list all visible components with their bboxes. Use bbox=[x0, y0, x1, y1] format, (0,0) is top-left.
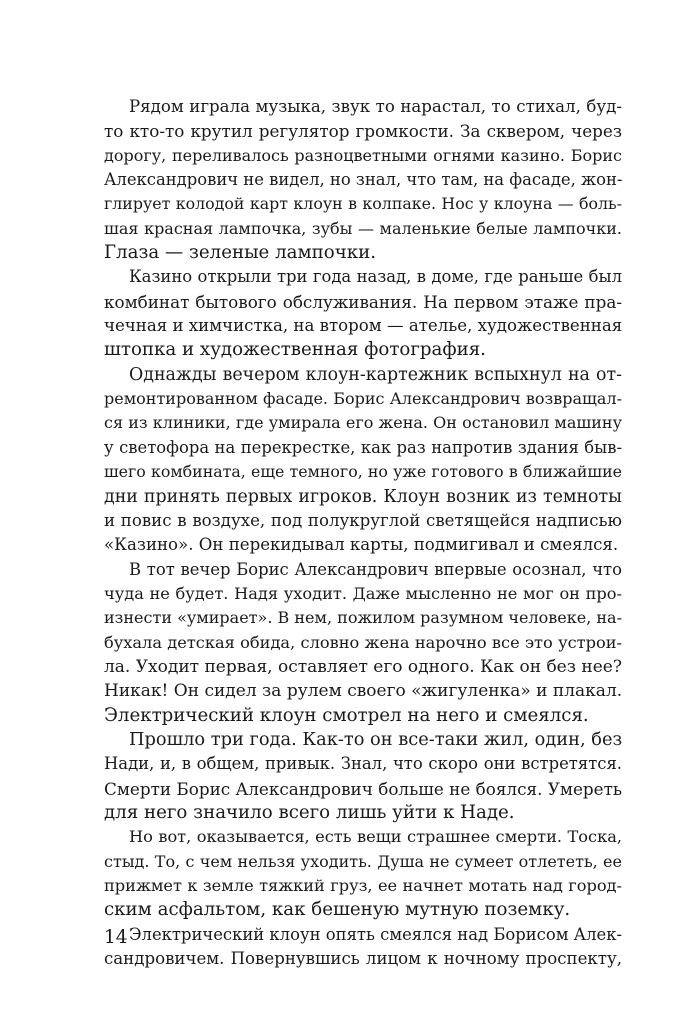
text-line: ла. Уходит первая, оставляет его одного. Как он без нее? bbox=[104, 656, 622, 677]
text-line: Смерти Борис Александрович больше не боялся. Умереть bbox=[104, 778, 622, 799]
text-line: глирует колодой карт клоун в колпаке. Нос у клоуна — боль- bbox=[104, 194, 622, 214]
text-line: Но вот, оказывается, есть вещи страшнее смерти. Тоска, bbox=[129, 827, 622, 847]
text-line: у светофора на перекрестке, как раз напротив здания быв- bbox=[104, 437, 622, 457]
text-line: штопка и художественная фотография. bbox=[104, 339, 486, 361]
text-line: сандровичем. Повернувшись лицом к ночному проспекту, bbox=[104, 949, 622, 969]
text-line: изнести «умирает». В нем, пожилом разумном человеке, на- bbox=[104, 608, 622, 628]
text-line: бухала детская обида, словно жена нарочно все это устрои- bbox=[104, 632, 622, 652]
text-line: «Казино». Он перекидывал карты, подмигивал и смеялся. bbox=[104, 535, 619, 555]
text-line: Казино открыли три года назад, в доме, где раньше был bbox=[129, 267, 622, 287]
text-line: и повис в воздухе, под полукруглой светящейся надписью bbox=[104, 510, 622, 530]
text-line: чуда не будет. Надя уходит. Даже мысленно не мог он про- bbox=[104, 583, 622, 603]
text-line: Прошло три года. Как-то он все-таки жил, один, без bbox=[129, 728, 623, 750]
text-line: шая красная лампочка, зубы — маленькие белые лампочки. bbox=[104, 218, 622, 238]
text-line: дни принять первых игроков. Клоун возник из темноты bbox=[104, 486, 622, 507]
body-text bbox=[104, 95, 622, 971]
text-line: Глаза — зеленые лампочки. bbox=[104, 242, 377, 264]
text-line: дорогу, переливалось разноцветными огнями казино. Борис bbox=[104, 145, 622, 165]
text-line: Однажды вечером клоун-картежник вспыхнул на от- bbox=[129, 364, 622, 385]
text-line: ским асфальтом, как бешеную мутную поземку. bbox=[104, 899, 571, 921]
text-line: стыд. То, с чем нельзя уходить. Душа не сумеет отлететь, ее bbox=[104, 851, 622, 871]
text-line: Никак! Он сидел за рулем своего «жигуленка» и плакал. bbox=[104, 681, 623, 702]
text-line: ся из клиники, где умирала его жена. Он остановил машину bbox=[104, 413, 622, 433]
text-line: Александрович не видел, но знал, что там, на фасаде, жон- bbox=[104, 170, 623, 190]
text-line: для него значило всего лишь уйти к Наде. bbox=[104, 801, 515, 823]
text-line: В тот вечер Борис Александрович впервые осознал, что bbox=[129, 559, 622, 579]
text-line: шего комбината, еще темного, но уже готового в ближайшие bbox=[104, 462, 622, 482]
text-line: Рядом играла музыка, звук то нарастал, то стихал, буд- bbox=[129, 97, 622, 116]
text-line: Электрический клоун смотрел на него и смеялся. bbox=[104, 704, 589, 726]
page-number: 14 bbox=[104, 927, 128, 948]
text-line: то кто-то крутил регулятор громкости. За сквером, через bbox=[104, 121, 622, 142]
text-line: ремонтированном фасаде. Борис Александрович возвращал- bbox=[104, 389, 622, 409]
text-line: комбинат бытового обслуживания. На первом этаже пра- bbox=[104, 291, 622, 312]
text-line: чечная и химчистка, на втором — ателье, художественная bbox=[104, 316, 623, 336]
text-line: Электрический клоун опять смеялся над Борисом Алек- bbox=[129, 924, 622, 944]
text-line: Нади, и, в общем, привык. Знал, что скоро они встретятся. bbox=[104, 754, 622, 774]
text-line: прижмет к земле тяжкий груз, ее начнет мотать над город- bbox=[104, 876, 622, 895]
